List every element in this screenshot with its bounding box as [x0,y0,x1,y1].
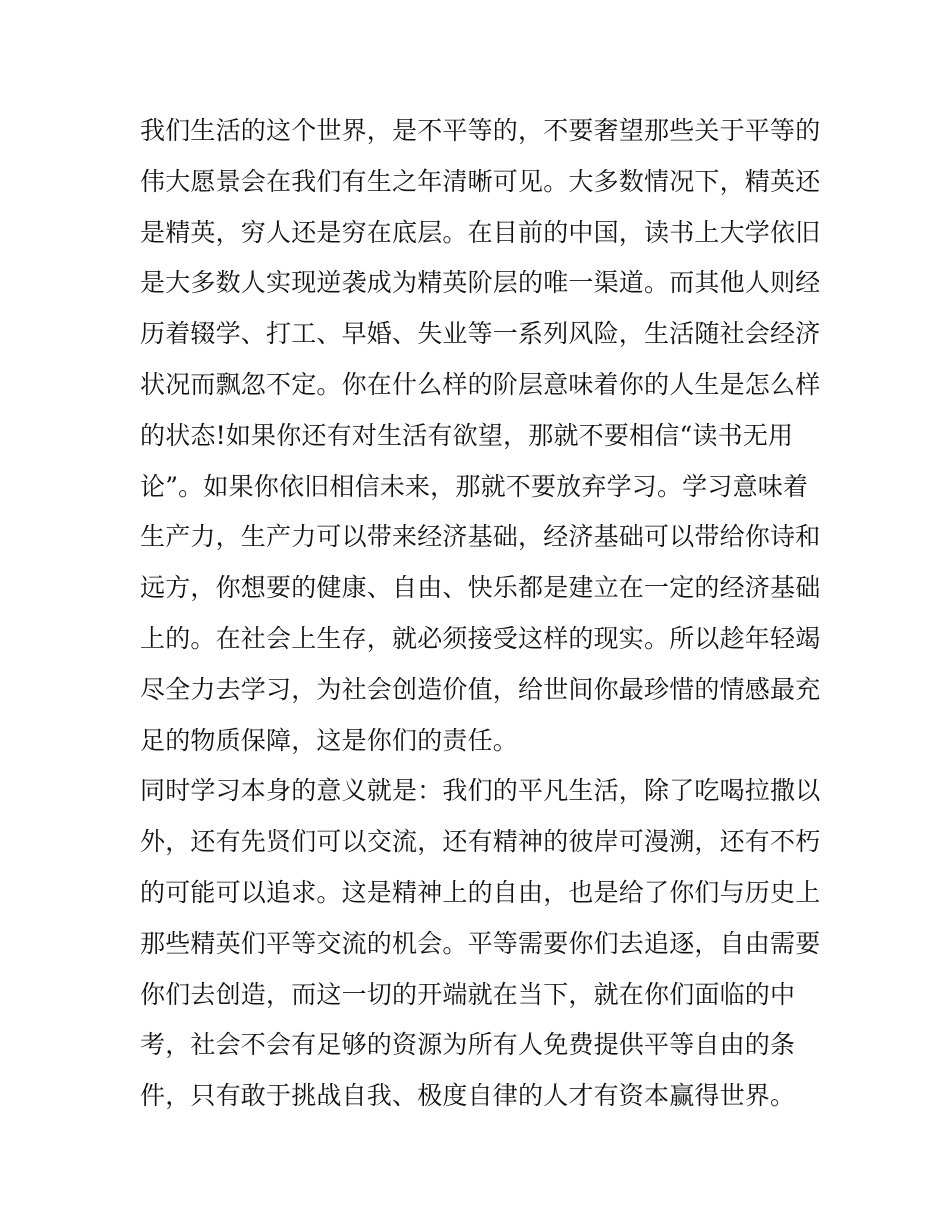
text-line: 我们生活的这个世界，是不平等的，不要奢望那些关于平等的 [140,116,821,145]
text-line: 状况而飘忽不定。你在什么样的阶层意味着你的人生是怎么样 [140,369,821,399]
text-line: 论”。如果你依旧相信未来，那就不要放弃学习。学习意味着 [140,471,809,501]
text-line: 尽全力去学习，为社会创造价值，给世间你最珍惜的情感最充 [140,674,821,704]
text-line: 足的物质保障，这是你们的责任。 [140,725,519,755]
text-line: 的状态!如果你还有对生活有欲望，那就不要相信“读书无用 [140,420,794,450]
text-line: 历着辍学、打工、早婚、失业等一系列风险，生活随社会经济 [140,319,821,349]
paragraph-1 [140,106,820,766]
text-line: 生产力，生产力可以带来经济基础，经济基础可以带给你诗和 [140,522,821,552]
paragraph-2 [140,766,820,1122]
text-line: 是精英，穷人还是穷在底层。在目前的中国，读书上大学依旧 [140,217,821,247]
text-line: 你们去创造，而这一切的开端就在当下，就在你们面临的中 [140,979,796,1009]
text-line: 考，社会不会有足够的资源为所有人免费提供平等自由的条 [140,1030,796,1060]
document-page [140,106,820,1122]
text-line: 远方，你想要的健康、自由、快乐都是建立在一定的经济基础 [140,573,821,603]
text-line: 的可能可以追求。这是精神上的自由，也是给了你们与历史上 [140,877,821,907]
text-line: 上的。在社会上生存，就必须接受这样的现实。所以趁年轻竭 [140,623,821,653]
text-line: 是大多数人实现逆袭成为精英阶层的唯一渠道。而其他人则经 [140,268,821,298]
text-line: 同时学习本身的意义就是：我们的平凡生活，除了吃喝拉撒以 [140,776,821,806]
text-line: 那些精英们平等交流的机会。平等需要你们去追逐，自由需要 [140,928,821,958]
text-line: 伟大愿景会在我们有生之年清晰可见。大多数情况下，精英还 [140,166,821,196]
text-line: 件，只有敢于挑战自我、极度自律的人才有资本赢得世界。 [140,1081,796,1111]
text-line: 外，还有先贤们可以交流，还有精神的彼岸可漫溯，还有不朽 [140,827,821,857]
